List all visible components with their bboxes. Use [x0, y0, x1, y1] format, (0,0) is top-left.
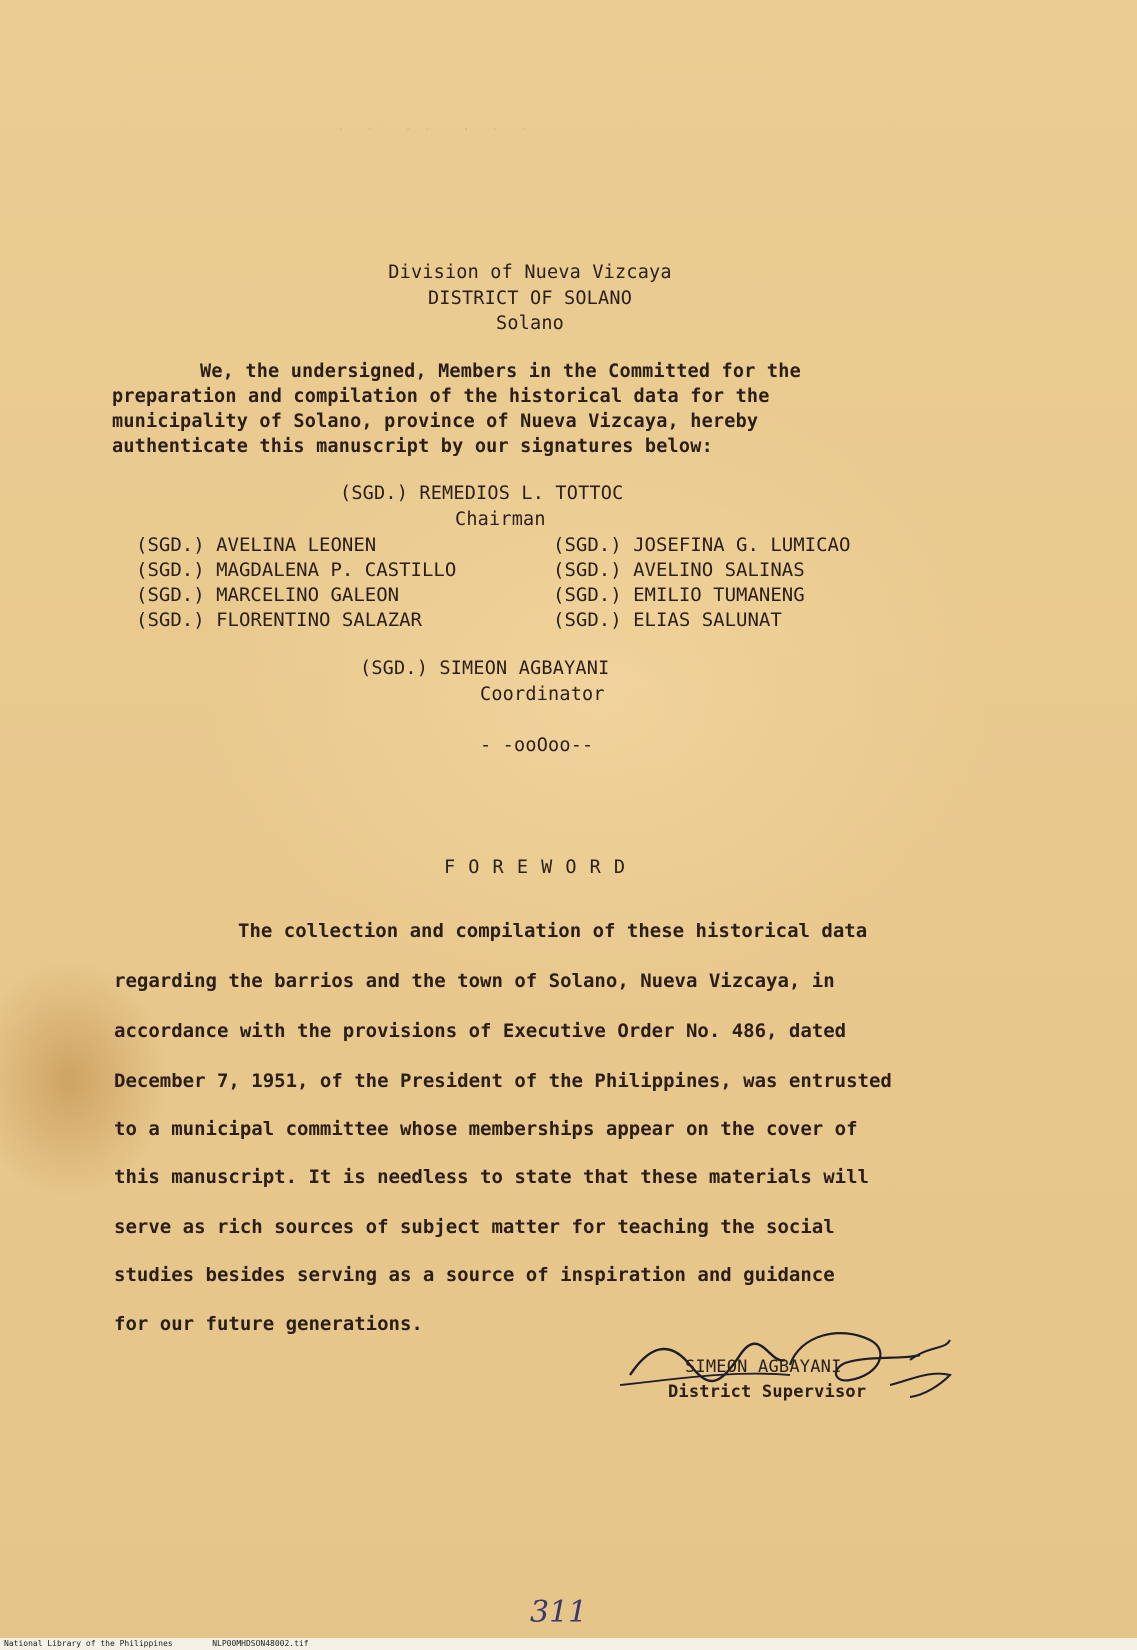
foreword-line: The collection and compilation of these historical data — [238, 920, 868, 942]
chairman-name: (SGD.) REMEDIOS L. TOTTOC — [340, 483, 624, 504]
intro-line: municipality of Solano, province of Nueva Vizcaya, hereby — [112, 411, 759, 432]
signature-name: SIMEON AGBAYANI — [685, 1357, 842, 1377]
header-district: DISTRICT OF SOLANO — [427, 288, 633, 309]
foreword-line: studies besides serving as a source of inspiration and guidance — [114, 1264, 835, 1286]
foreword-line: regarding the barrios and the town of Solano, Nueva Vizcaya, in — [114, 970, 835, 992]
footer-file: NLP00MHDSON48002.tif — [212, 1639, 309, 1648]
separator: - -ooOoo-- — [480, 735, 594, 756]
header-division: Division of Nueva Vizcaya — [388, 262, 672, 283]
coordinator-title: Coordinator — [480, 684, 605, 705]
member-left: (SGD.) MAGDALENA P. CASTILLO — [136, 559, 457, 581]
member-left: (SGD.) FLORENTINO SALAZAR — [136, 609, 422, 631]
scan-footer — [0, 1638, 1137, 1650]
member-left: (SGD.) MARCELINO GALEON — [136, 584, 400, 606]
member-right: (SGD.) ELIAS SALUNAT — [553, 609, 782, 631]
chairman-title: Chairman — [455, 509, 546, 530]
foreword-line: for our future generations. — [114, 1313, 423, 1335]
member-right: (SGD.) AVELINO SALINAS — [553, 559, 805, 581]
member-right: (SGD.) JOSEFINA G. LUMICAO — [553, 534, 851, 556]
foreword-title: F O R E W O R D — [444, 857, 627, 878]
footer-library: National Library of the Philippines — [4, 1639, 173, 1648]
bleed-through-text: · · · · · · · — [230, 120, 529, 139]
intro-line: authenticate this manuscript by our signatures below: — [112, 436, 713, 457]
member-left: (SGD.) AVELINA LEONEN — [136, 534, 377, 556]
foreword-line: December 7, 1951, of the President of the Philippines, was entrusted — [114, 1070, 892, 1092]
foreword-line: this manuscript. It is needless to state that these materials will — [114, 1166, 869, 1188]
signature-title: District Supervisor — [668, 1382, 867, 1402]
foreword-line: to a municipal committee whose memberships appear on the cover of — [114, 1118, 858, 1140]
intro-line: We, the undersigned, Members in the Committed for the — [200, 361, 801, 382]
intro-line: preparation and compilation of the historical data for the — [112, 386, 770, 407]
coordinator-name: (SGD.) SIMEON AGBAYANI — [360, 658, 610, 679]
header-town: Solano — [495, 313, 565, 334]
foreword-line: accordance with the provisions of Executive Order No. 486, dated — [114, 1020, 847, 1042]
member-right: (SGD.) EMILIO TUMANENG — [553, 584, 805, 606]
page-number: 311 — [530, 1595, 588, 1630]
foreword-line: serve as rich sources of subject matter for teaching the social — [114, 1216, 835, 1238]
